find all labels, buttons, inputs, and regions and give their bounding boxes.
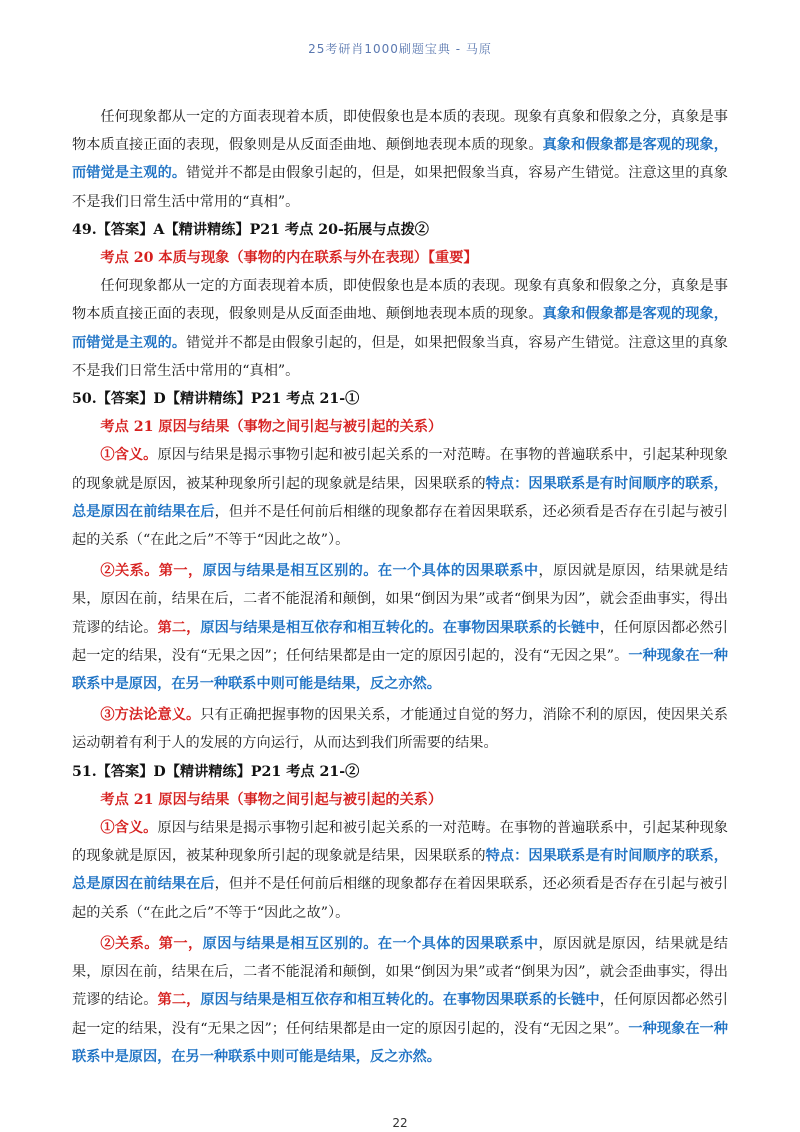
highlight-blue: 特点：因果联系是有时间顺序的联系，总是原因在前结果在后 [72, 848, 728, 893]
highlight-red: ②关系。第一， [100, 935, 203, 952]
highlight-blue: 真象和假象都是客观的现象，而错觉是主观的。 [72, 137, 728, 182]
answer-heading-50: 50.【答案】D【精讲精练】P21 考点 21-① [72, 391, 360, 408]
text-run: 错觉并不都是由假象引起的，但是，如果把假象当真，容易产生错觉。注意这里的真象不是我们日常生活中常用的“真相”。 [72, 165, 728, 210]
relation-paragraph-50 [72, 557, 728, 698]
text-run: 只有正确把握事物的因果关系，才能通过自觉的努力，消除不利的原因，使因果关系运动朝着有利于人的发展的方向运行，从而达到我们所需要的结果。 [72, 707, 728, 752]
topic-title-49: 考点 20 本质与现象（事物的内在联系与外在表现）【重要】 [100, 250, 478, 267]
highlight-red: ②关系。第一， [100, 563, 203, 580]
method-paragraph-50 [72, 701, 728, 757]
highlight-blue: 一种现象在一种联系中是原因，在另一种联系中则可能是结果，反之亦然。 [72, 1020, 728, 1065]
page-number: 22 [392, 1116, 408, 1130]
text-run: ，任何原因都必然引起一定的结果，没有“无果之因”；任何结果都是由一定的原因引起的，没有“无因之果”。 [72, 619, 728, 664]
answer-paragraph-49 [72, 272, 728, 385]
page-header: 25考研肖1000刷题宝典 - 马原 [308, 42, 492, 56]
text-run: ，原因就是原因，结果就是结果，原因在前，结果在后，二者不能混淆和颠倒，如果“倒因为果”或者“倒果为因”，就会歪曲事实，得出荒谬的结论。 [72, 935, 728, 1009]
highlight-blue: 特点：因果联系是有时间顺序的联系，总是原因在前结果在后 [72, 475, 728, 520]
text-run: 任何现象都从一定的方面表现着本质，即使假象也是本质的表现。现象有真象和假象之分，真象是事物本质直接正面的表现，假象则是从反面歪曲地、颠倒地表现本质的现象。 [72, 278, 728, 323]
highlight-red: ①含义。 [100, 820, 158, 837]
highlight-blue: 原因与结果是相互区别的。在一个具体的因果联系中 [202, 563, 539, 580]
text-run: ，但并不是任何前后相继的现象都存在着因果联系，还必须看是否存在引起与被引起的关系（“在此之后”不等于“因此之故”）。 [72, 876, 728, 921]
document-body [72, 103, 728, 1071]
highlight-blue: 原因与结果是相互区别的。在一个具体的因果联系中 [202, 935, 539, 952]
answer-heading-49: 49.【答案】A【精讲精练】P21 考点 20-拓展与点拨② [72, 221, 429, 238]
highlight-red: ①含义。 [100, 447, 158, 464]
answer-heading-51: 51.【答案】D【精讲精练】P21 考点 21-② [72, 763, 360, 780]
definition-paragraph-50 [72, 441, 728, 554]
relation-paragraph-51 [72, 930, 728, 1071]
text-run: 原因与结果是揭示事物引起和被引起关系的一对范畴。在事物的普遍联系中，引起某种现象的现象就是原因，被某种现象所引起的现象就是结果，因果联系的 [72, 447, 728, 492]
highlight-blue: 一种现象在一种联系中是原因，在另一种联系中则可能是结果，反之亦然。 [72, 647, 728, 693]
text-run: 任何现象都从一定的方面表现着本质，即使假象也是本质的表现。现象有真象和假象之分，真象是事物本质直接正面的表现，假象则是从反面歪曲地、颠倒地表现本质的现象。 [72, 109, 728, 154]
text-run: 原因与结果是揭示事物引起和被引起关系的一对范畴。在事物的普遍联系中，引起某种现象的现象就是原因，被某种现象所引起的现象就是结果，因果联系的 [72, 820, 728, 865]
highlight-blue: 真象和假象都是客观的现象，而错觉是主观的。 [72, 306, 728, 351]
highlight-blue: 原因与结果是相互依存和相互转化的。在事物因果联系的长链中 [200, 619, 600, 636]
text-run: ，原因就是原因，结果就是结果，原因在前，结果在后，二者不能混淆和颠倒，如果“倒因为果”或者“倒果为因”，就会歪曲事实，得出荒谬的结论。 [72, 563, 728, 636]
highlight-blue: 原因与结果是相互依存和相互转化的。在事物因果联系的长链中 [200, 992, 600, 1009]
topic-title-51: 考点 21 原因与结果（事物之间引起与被引起的关系） [100, 791, 443, 808]
highlight-red: 第二， [157, 992, 201, 1009]
text-run: ，任何原因都必然引起一定的结果，没有“无果之因”；任何结果都是由一定的原因引起的，没有“无因之果”。 [72, 992, 728, 1037]
intro-paragraph [72, 103, 728, 216]
definition-paragraph-51 [72, 814, 728, 927]
highlight-red: ③方法论意义。 [100, 707, 201, 724]
text-run: 错觉并不都是由假象引起的，但是，如果把假象当真，容易产生错觉。注意这里的真象不是我们日常生活中常用的“真相”。 [72, 334, 728, 379]
topic-title-50: 考点 21 原因与结果（事物之间引起与被引起的关系） [100, 419, 443, 436]
text-run: ，但并不是任何前后相继的现象都存在着因果联系，还必须看是否存在引起与被引起的关系（“在此之后”不等于“因此之故”）。 [72, 503, 728, 549]
highlight-red: 第二， [157, 619, 201, 636]
